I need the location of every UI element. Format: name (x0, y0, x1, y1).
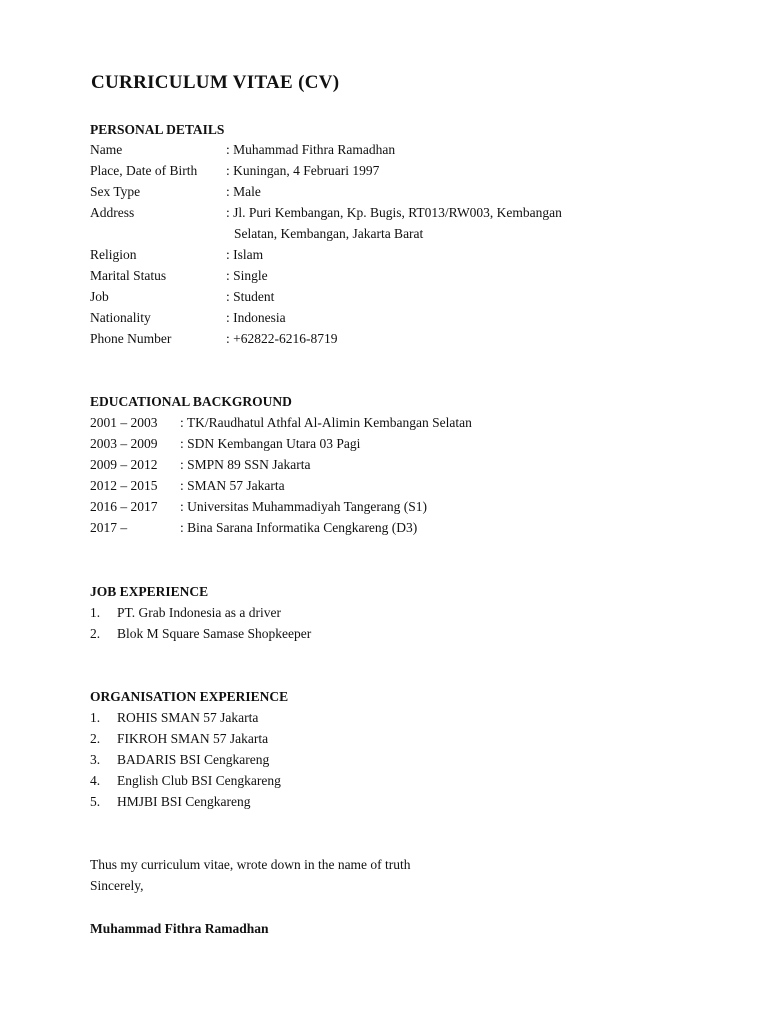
list-number: 1. (90, 605, 101, 620)
field-label: Marital Status (90, 268, 167, 283)
field-value: : Jl. Puri Kembangan, Kp. Bugis, RT013/RW003, Kembangan (226, 205, 562, 220)
list-text: FIKROH SMAN 57 Jakarta (117, 731, 269, 746)
education-years: 2012 – 2015 (90, 478, 158, 493)
list-number: 5. (90, 794, 101, 809)
field-label: Name (90, 142, 123, 157)
field-value: : Kuningan, 4 Februari 1997 (226, 163, 380, 178)
field-value: : Male (226, 184, 261, 199)
list-text: HMJBI BSI Cengkareng (117, 794, 251, 809)
list-number: 2. (90, 626, 101, 641)
list-number: 2. (90, 731, 101, 746)
education-years: 2001 – 2003 (90, 415, 158, 430)
personal-details-heading: PERSONAL DETAILS (90, 122, 225, 137)
education-school: : Universitas Muhammadiyah Tangerang (S1) (180, 499, 428, 514)
education-years: 2009 – 2012 (90, 457, 158, 472)
list-text: ROHIS SMAN 57 Jakarta (117, 710, 259, 725)
field-value: : Muhammad Fithra Ramadhan (226, 142, 396, 157)
field-value: : Student (226, 289, 275, 304)
page-title: CURRICULUM VITAE (CV) (91, 72, 340, 93)
organisation-experience-heading: ORGANISATION EXPERIENCE (90, 689, 289, 704)
field-label: Sex Type (90, 184, 141, 199)
education-years: 2016 – 2017 (90, 499, 158, 514)
education-years: 2003 – 2009 (90, 436, 158, 451)
education-heading: EDUCATIONAL BACKGROUND (90, 394, 292, 409)
education-school: : SMAN 57 Jakarta (180, 478, 285, 493)
signature-name: Muhammad Fithra Ramadhan (90, 921, 269, 936)
education-school: : TK/Raudhatul Athfal Al-Alimin Kembangan Selatan (180, 415, 472, 430)
list-number: 4. (90, 773, 101, 788)
field-value: : Indonesia (226, 310, 286, 325)
list-number: 3. (90, 752, 101, 767)
field-value: : Single (226, 268, 268, 283)
list-text: Blok M Square Samase Shopkeeper (117, 626, 312, 641)
closing-statement-text: Thus my curriculum vitae, wrote down in the name of truth (90, 857, 411, 872)
field-label: Address (90, 205, 135, 220)
field-label: Religion (90, 247, 137, 262)
job-experience-heading: JOB EXPERIENCE (90, 584, 209, 599)
education-years: 2017 – (90, 520, 128, 535)
list-number: 1. (90, 710, 101, 725)
list-text: English Club BSI Cengkareng (117, 773, 281, 788)
education-school: : Bina Sarana Informatika Cengkareng (D3) (180, 520, 418, 535)
education-school: : SDN Kembangan Utara 03 Pagi (180, 436, 361, 451)
sincerely-text: Sincerely, (90, 878, 144, 893)
field-label: Phone Number (90, 331, 172, 346)
field-value: : Islam (226, 247, 264, 262)
field-value-continuation: Selatan, Kembangan, Jakarta Barat (234, 226, 424, 241)
education-school: : SMPN 89 SSN Jakarta (180, 457, 311, 472)
list-text: BADARIS BSI Cengkareng (117, 752, 270, 767)
field-label: Job (90, 289, 109, 304)
field-label: Nationality (90, 310, 151, 325)
field-value: : +62822-6216-8719 (226, 331, 338, 346)
field-label: Place, Date of Birth (90, 163, 198, 178)
list-text: PT. Grab Indonesia as a driver (117, 605, 281, 620)
